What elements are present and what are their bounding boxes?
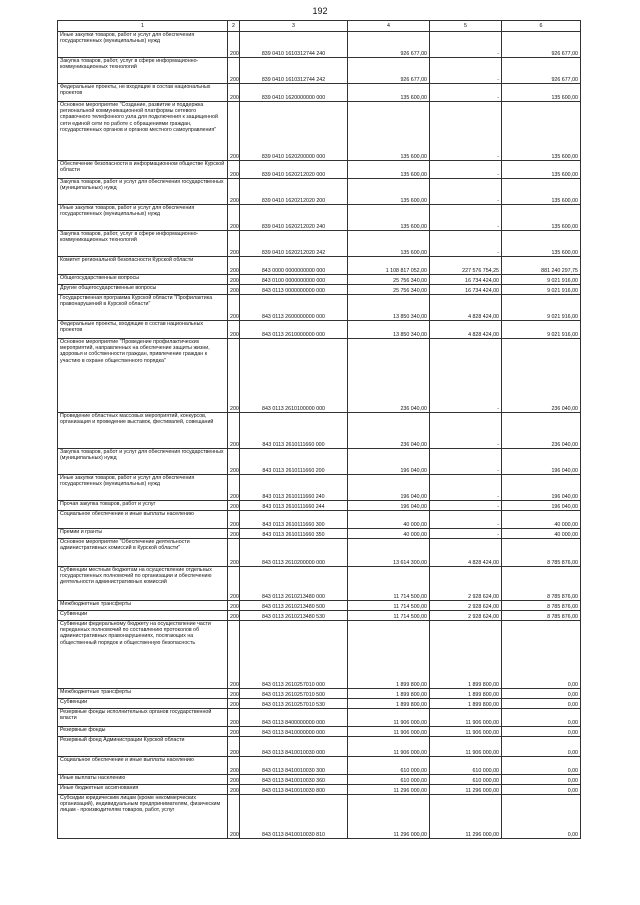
row-code-cell: 843 0113 2610257010 530	[240, 699, 348, 709]
row-amount-total-cell: 135 600,00	[348, 205, 430, 231]
header-col-3: 3	[240, 21, 348, 32]
row-amount-remaining-cell: 236 040,00	[502, 413, 581, 449]
row-name-cell: Закупка товаров, работ и услуг для обеспечения государственных (муниципальных) нужд	[58, 179, 228, 205]
row-amount-executed-cell: 4 828 424,00	[430, 321, 502, 339]
row-amount-executed-cell: -	[430, 32, 502, 58]
row-col2-cell: 200	[228, 795, 240, 839]
row-amount-executed-cell: -	[430, 102, 502, 161]
row-col2-cell: 200	[228, 321, 240, 339]
row-amount-total-cell: 11 906 000,00	[348, 727, 430, 737]
table-row	[58, 295, 581, 321]
row-amount-remaining-cell: 40 000,00	[502, 511, 581, 529]
row-name-cell: Основное мероприятие "Обеспечение деятельности административных комиссий в Курской области"	[58, 539, 228, 567]
row-code-cell: 843 0113 2610257010 000	[240, 621, 348, 689]
row-amount-executed-cell: -	[430, 84, 502, 102]
row-amount-total-cell: 13 614 300,00	[348, 539, 430, 567]
row-name-cell: Резервные фонды исполнительных органов государственной власти	[58, 709, 228, 727]
row-amount-total-cell: 13 850 340,00	[348, 295, 430, 321]
row-amount-total-cell: 135 600,00	[348, 161, 430, 179]
row-name-cell: Федеральные проекты, входящие в состав национальных проектов	[58, 321, 228, 339]
row-amount-total-cell: 11 714 500,00	[348, 601, 430, 611]
row-amount-remaining-cell: 8 785 876,00	[502, 611, 581, 621]
table-row	[58, 501, 581, 511]
row-name-cell: Премии и гранты	[58, 529, 228, 539]
row-name-cell: Социальное обеспечение и иные выплаты населению	[58, 511, 228, 529]
row-name-cell: Основное мероприятие "Создание, развитие и поддержка региональной коммуникационной платформы сетевого справочного телефонного узла для подключения к защищенной сети единой сети по работе с обращениями граждан, государственных органов и органов местного самоуправления"	[58, 102, 228, 161]
row-amount-remaining-cell: 135 600,00	[502, 205, 581, 231]
row-amount-total-cell: 1 899 800,00	[348, 689, 430, 699]
row-name-cell: Межбюджетные трансферты	[58, 601, 228, 611]
row-amount-remaining-cell: 881 240 297,75	[502, 257, 581, 275]
row-amount-remaining-cell: 9 021 916,00	[502, 295, 581, 321]
row-amount-executed-cell: 11 296 000,00	[430, 785, 502, 795]
row-amount-total-cell: 135 600,00	[348, 231, 430, 257]
row-col2-cell: 200	[228, 475, 240, 501]
table-row	[58, 775, 581, 785]
row-amount-remaining-cell: 196 040,00	[502, 449, 581, 475]
row-col2-cell: 200	[228, 785, 240, 795]
row-name-cell: Иные закупки товаров, работ и услуг для обеспечения государственных (муниципальных) нужд	[58, 32, 228, 58]
row-name-cell: Резервный фонд Администрации Курской области	[58, 737, 228, 757]
row-amount-executed-cell: -	[430, 179, 502, 205]
row-amount-executed-cell: 227 576 754,25	[430, 257, 502, 275]
row-col2-cell: 200	[228, 621, 240, 689]
row-col2-cell: 200	[228, 179, 240, 205]
row-amount-total-cell: 40 000,00	[348, 529, 430, 539]
row-amount-remaining-cell: 8 785 876,00	[502, 567, 581, 601]
row-amount-executed-cell: 2 928 624,00	[430, 567, 502, 601]
row-amount-total-cell: 135 600,00	[348, 102, 430, 161]
row-code-cell: 839 0410 1620212020 000	[240, 161, 348, 179]
header-col-4: 4	[348, 21, 430, 32]
row-amount-executed-cell: -	[430, 339, 502, 413]
row-col2-cell: 200	[228, 689, 240, 699]
row-name-cell: Другие общегосударственные вопросы	[58, 285, 228, 295]
row-code-cell: 843 0113 2610111660 240	[240, 475, 348, 501]
row-amount-total-cell: 610 000,00	[348, 775, 430, 785]
header-row	[58, 21, 581, 32]
table-row	[58, 84, 581, 102]
row-name-cell: Проведение областных массовых мероприятий, конкурсов, организация и проведение выставок, фестивалей, совещаний	[58, 413, 228, 449]
row-col2-cell: 200	[228, 449, 240, 475]
row-amount-remaining-cell: 135 600,00	[502, 102, 581, 161]
row-name-cell: Резервные фонды	[58, 727, 228, 737]
row-amount-remaining-cell: 0,00	[502, 621, 581, 689]
row-name-cell: Субвенции федеральному бюджету на осуществление части переданных полномочий по составлению протоколов об административных правонарушениях, посягающих на общественный порядок и общественную безопасность	[58, 621, 228, 689]
row-amount-executed-cell: 11 906 000,00	[430, 727, 502, 737]
row-code-cell: 843 0113 8410010030 810	[240, 795, 348, 839]
header-col-6: 6	[502, 21, 581, 32]
row-amount-total-cell: 926 677,00	[348, 58, 430, 84]
row-amount-executed-cell: 610 000,00	[430, 757, 502, 775]
row-amount-total-cell: 196 040,00	[348, 449, 430, 475]
row-amount-total-cell: 11 906 000,00	[348, 709, 430, 727]
row-code-cell: 843 0113 8410010030 800	[240, 785, 348, 795]
row-amount-executed-cell: 11 906 000,00	[430, 709, 502, 727]
row-amount-total-cell: 196 040,00	[348, 475, 430, 501]
row-col2-cell: 200	[228, 285, 240, 295]
table-row	[58, 601, 581, 611]
row-name-cell: Субвенции	[58, 611, 228, 621]
table-row	[58, 321, 581, 339]
row-amount-total-cell: 236 040,00	[348, 339, 430, 413]
table-row	[58, 529, 581, 539]
row-amount-total-cell: 40 000,00	[348, 511, 430, 529]
row-col2-cell: 200	[228, 727, 240, 737]
row-amount-remaining-cell: 135 600,00	[502, 84, 581, 102]
table-row	[58, 102, 581, 161]
row-col2-cell: 200	[228, 84, 240, 102]
row-amount-total-cell: 1 108 817 052,00	[348, 257, 430, 275]
table-row	[58, 511, 581, 529]
row-name-cell: Закупка товаров, работ, услуг в сфере информационно-коммуникационных технологий	[58, 231, 228, 257]
table-row	[58, 449, 581, 475]
row-col2-cell: 200	[228, 339, 240, 413]
row-amount-executed-cell: -	[430, 449, 502, 475]
row-amount-total-cell: 196 040,00	[348, 501, 430, 511]
row-code-cell: 843 0000 0000000000 000	[240, 257, 348, 275]
table-row	[58, 689, 581, 699]
row-amount-executed-cell: -	[430, 413, 502, 449]
row-amount-remaining-cell: 0,00	[502, 785, 581, 795]
row-col2-cell: 200	[228, 257, 240, 275]
row-code-cell: 843 0113 2610000000 000	[240, 321, 348, 339]
row-name-cell: Субсидии юридическим лицам (кроме некоммерческих организаций), индивидуальным предпринимателям, физическим лицам - производителям товаров, работ, услуг	[58, 795, 228, 839]
row-col2-cell: 200	[228, 295, 240, 321]
row-amount-remaining-cell: 926 677,00	[502, 32, 581, 58]
row-code-cell: 843 0113 2610200000 000	[240, 539, 348, 567]
row-amount-remaining-cell: 135 600,00	[502, 179, 581, 205]
table-row	[58, 699, 581, 709]
row-col2-cell: 200	[228, 737, 240, 757]
budget-table	[57, 20, 581, 839]
row-amount-remaining-cell: 236 040,00	[502, 339, 581, 413]
table-row	[58, 205, 581, 231]
row-amount-executed-cell: 16 734 424,00	[430, 275, 502, 285]
row-amount-total-cell: 11 296 000,00	[348, 795, 430, 839]
row-amount-executed-cell: -	[430, 231, 502, 257]
row-amount-executed-cell: 2 928 624,00	[430, 601, 502, 611]
table-row	[58, 621, 581, 689]
row-name-cell: Общегосударственные вопросы	[58, 275, 228, 285]
table-row	[58, 757, 581, 775]
row-col2-cell: 200	[228, 102, 240, 161]
row-code-cell: 843 0113 2610213480 500	[240, 601, 348, 611]
table-row	[58, 275, 581, 285]
table-row	[58, 32, 581, 58]
row-amount-total-cell: 11 296 000,00	[348, 785, 430, 795]
row-amount-total-cell: 135 600,00	[348, 84, 430, 102]
row-col2-cell: 200	[228, 529, 240, 539]
row-amount-executed-cell: -	[430, 511, 502, 529]
table-row	[58, 727, 581, 737]
row-name-cell: Субвенции местным бюджетам на осуществление отдельных государственных полномочий по организации и обеспечению деятельности административных комиссий	[58, 567, 228, 601]
row-code-cell: 839 0410 1620212020 240	[240, 205, 348, 231]
row-col2-cell: 200	[228, 611, 240, 621]
row-amount-executed-cell: -	[430, 475, 502, 501]
row-amount-remaining-cell: 0,00	[502, 709, 581, 727]
row-code-cell: 839 0410 1620212020 242	[240, 231, 348, 257]
row-amount-remaining-cell: 0,00	[502, 699, 581, 709]
row-col2-cell: 200	[228, 205, 240, 231]
row-name-cell: Социальное обеспечение и иные выплаты населению	[58, 757, 228, 775]
row-code-cell: 843 0113 2610111660 000	[240, 413, 348, 449]
header-col-5: 5	[430, 21, 502, 32]
table-row	[58, 611, 581, 621]
row-amount-remaining-cell: 926 677,00	[502, 58, 581, 84]
row-code-cell: 843 0113 8410010030 000	[240, 737, 348, 757]
row-name-cell: Государственная программа Курской области "Профилактика правонарушений в Курской области"	[58, 295, 228, 321]
row-name-cell: Иные закупки товаров, работ и услуг для обеспечения государственных (муниципальных) нужд	[58, 205, 228, 231]
row-name-cell: Межбюджетные трансферты	[58, 689, 228, 699]
row-col2-cell: 200	[228, 161, 240, 179]
row-code-cell: 843 0113 2610213480 000	[240, 567, 348, 601]
row-col2-cell: 200	[228, 757, 240, 775]
row-name-cell: Субвенции	[58, 699, 228, 709]
row-amount-total-cell: 135 600,00	[348, 179, 430, 205]
row-col2-cell: 200	[228, 32, 240, 58]
row-amount-total-cell: 926 677,00	[348, 32, 430, 58]
table-body	[58, 32, 581, 839]
row-amount-remaining-cell: 8 785 876,00	[502, 601, 581, 611]
table-row	[58, 161, 581, 179]
row-col2-cell: 200	[228, 775, 240, 785]
row-amount-executed-cell: 610 000,00	[430, 775, 502, 785]
row-amount-executed-cell: 1 899 800,00	[430, 621, 502, 689]
row-amount-executed-cell: 11 296 000,00	[430, 795, 502, 839]
row-amount-total-cell: 25 756 340,00	[348, 275, 430, 285]
row-amount-executed-cell: -	[430, 161, 502, 179]
row-amount-remaining-cell: 0,00	[502, 795, 581, 839]
row-code-cell: 843 0113 8410010030 300	[240, 757, 348, 775]
page-number: 192	[312, 6, 328, 16]
row-code-cell: 843 0113 8410010030 360	[240, 775, 348, 785]
row-code-cell: 843 0113 2610111660 200	[240, 449, 348, 475]
table-row	[58, 58, 581, 84]
row-code-cell: 843 0100 0000000000 000	[240, 275, 348, 285]
row-amount-remaining-cell: 9 021 916,00	[502, 321, 581, 339]
row-amount-remaining-cell: 8 785 876,00	[502, 539, 581, 567]
row-amount-total-cell: 11 714 500,00	[348, 567, 430, 601]
row-name-cell: Иные выплаты населению	[58, 775, 228, 785]
row-name-cell: Иные закупки товаров, работ и услуг для обеспечения государственных (муниципальных) нужд	[58, 475, 228, 501]
row-amount-total-cell: 11 714 500,00	[348, 611, 430, 621]
row-amount-executed-cell: 11 906 000,00	[430, 737, 502, 757]
header-col-2: 2	[228, 21, 240, 32]
row-amount-executed-cell: 16 734 424,00	[430, 285, 502, 295]
table-row	[58, 737, 581, 757]
row-amount-executed-cell: 2 928 624,00	[430, 611, 502, 621]
row-amount-executed-cell: -	[430, 501, 502, 511]
row-amount-remaining-cell: 0,00	[502, 727, 581, 737]
row-amount-remaining-cell: 0,00	[502, 737, 581, 757]
table-row	[58, 413, 581, 449]
row-name-cell: Закупка товаров, работ, услуг в сфере информационно-коммуникационных технологий	[58, 58, 228, 84]
row-code-cell: 843 0113 2610111660 300	[240, 511, 348, 529]
row-amount-remaining-cell: 0,00	[502, 689, 581, 699]
row-name-cell: Федеральные проекты, не входящие в состав национальных проектов	[58, 84, 228, 102]
table-row	[58, 475, 581, 501]
row-code-cell: 843 0113 2610257010 500	[240, 689, 348, 699]
row-amount-remaining-cell: 0,00	[502, 757, 581, 775]
row-amount-total-cell: 610 000,00	[348, 757, 430, 775]
row-col2-cell: 200	[228, 539, 240, 567]
row-col2-cell: 200	[228, 58, 240, 84]
row-code-cell: 839 0410 1620212020 200	[240, 179, 348, 205]
row-amount-remaining-cell: 9 021 916,00	[502, 285, 581, 295]
row-amount-remaining-cell: 196 040,00	[502, 475, 581, 501]
row-code-cell: 843 0113 2610111660 350	[240, 529, 348, 539]
row-name-cell: Обеспечение безопасности в информационном обществе Курской области	[58, 161, 228, 179]
table-row	[58, 285, 581, 295]
row-code-cell: 843 0113 2610100000 000	[240, 339, 348, 413]
row-amount-remaining-cell: 135 600,00	[502, 231, 581, 257]
row-amount-executed-cell: -	[430, 529, 502, 539]
row-amount-executed-cell: 1 899 800,00	[430, 699, 502, 709]
row-amount-total-cell: 1 899 800,00	[348, 621, 430, 689]
table-row	[58, 179, 581, 205]
row-code-cell: 843 0113 2600000000 000	[240, 295, 348, 321]
table-row	[58, 539, 581, 567]
row-code-cell: 839 0410 1610312744 240	[240, 32, 348, 58]
row-code-cell: 839 0410 1620000000 000	[240, 84, 348, 102]
row-code-cell: 843 0113 2610111660 244	[240, 501, 348, 511]
row-col2-cell: 200	[228, 501, 240, 511]
row-col2-cell: 200	[228, 511, 240, 529]
row-amount-remaining-cell: 196 040,00	[502, 501, 581, 511]
row-name-cell: Комитет региональной безопасности Курской области	[58, 257, 228, 275]
row-name-cell: Прочая закупка товаров, работ и услуг	[58, 501, 228, 511]
row-amount-total-cell: 11 906 000,00	[348, 737, 430, 757]
row-amount-remaining-cell: 135 600,00	[502, 161, 581, 179]
row-code-cell: 843 0113 8410000000 000	[240, 727, 348, 737]
row-code-cell: 843 0113 8400000000 000	[240, 709, 348, 727]
row-col2-cell: 200	[228, 413, 240, 449]
row-col2-cell: 200	[228, 231, 240, 257]
row-amount-remaining-cell: 9 021 916,00	[502, 275, 581, 285]
table-row	[58, 339, 581, 413]
table-row	[58, 709, 581, 727]
row-amount-total-cell: 1 899 800,00	[348, 699, 430, 709]
row-amount-total-cell: 25 756 340,00	[348, 285, 430, 295]
row-amount-executed-cell: 4 828 424,00	[430, 295, 502, 321]
header-col-1: 1	[58, 21, 228, 32]
row-name-cell: Основное мероприятие "Проведение профилактических мероприятий, направленных на обеспечение защиты жизни, здоровья и собственности граждан, привлечение граждан к участию в охране общественного порядка"	[58, 339, 228, 413]
row-col2-cell: 200	[228, 709, 240, 727]
row-code-cell: 839 0410 1620200000 000	[240, 102, 348, 161]
row-amount-remaining-cell: 0,00	[502, 775, 581, 785]
row-col2-cell: 200	[228, 275, 240, 285]
row-name-cell: Иные бюджетные ассигнования	[58, 785, 228, 795]
row-amount-executed-cell: 1 899 800,00	[430, 689, 502, 699]
table-row	[58, 785, 581, 795]
row-name-cell: Закупка товаров, работ и услуг для обеспечения государственных (муниципальных) нужд	[58, 449, 228, 475]
row-amount-remaining-cell: 40 000,00	[502, 529, 581, 539]
table-row	[58, 567, 581, 601]
row-col2-cell: 200	[228, 601, 240, 611]
row-code-cell: 843 0113 2610213480 530	[240, 611, 348, 621]
table-row	[58, 795, 581, 839]
row-col2-cell: 200	[228, 567, 240, 601]
row-code-cell: 843 0113 0000000000 000	[240, 285, 348, 295]
row-amount-total-cell: 236 040,00	[348, 413, 430, 449]
row-code-cell: 839 0410 1610312744 242	[240, 58, 348, 84]
row-amount-executed-cell: 4 828 424,00	[430, 539, 502, 567]
row-col2-cell: 200	[228, 699, 240, 709]
row-amount-executed-cell: -	[430, 205, 502, 231]
table-row	[58, 231, 581, 257]
row-amount-executed-cell: -	[430, 58, 502, 84]
table-row	[58, 257, 581, 275]
row-amount-total-cell: 13 850 340,00	[348, 321, 430, 339]
